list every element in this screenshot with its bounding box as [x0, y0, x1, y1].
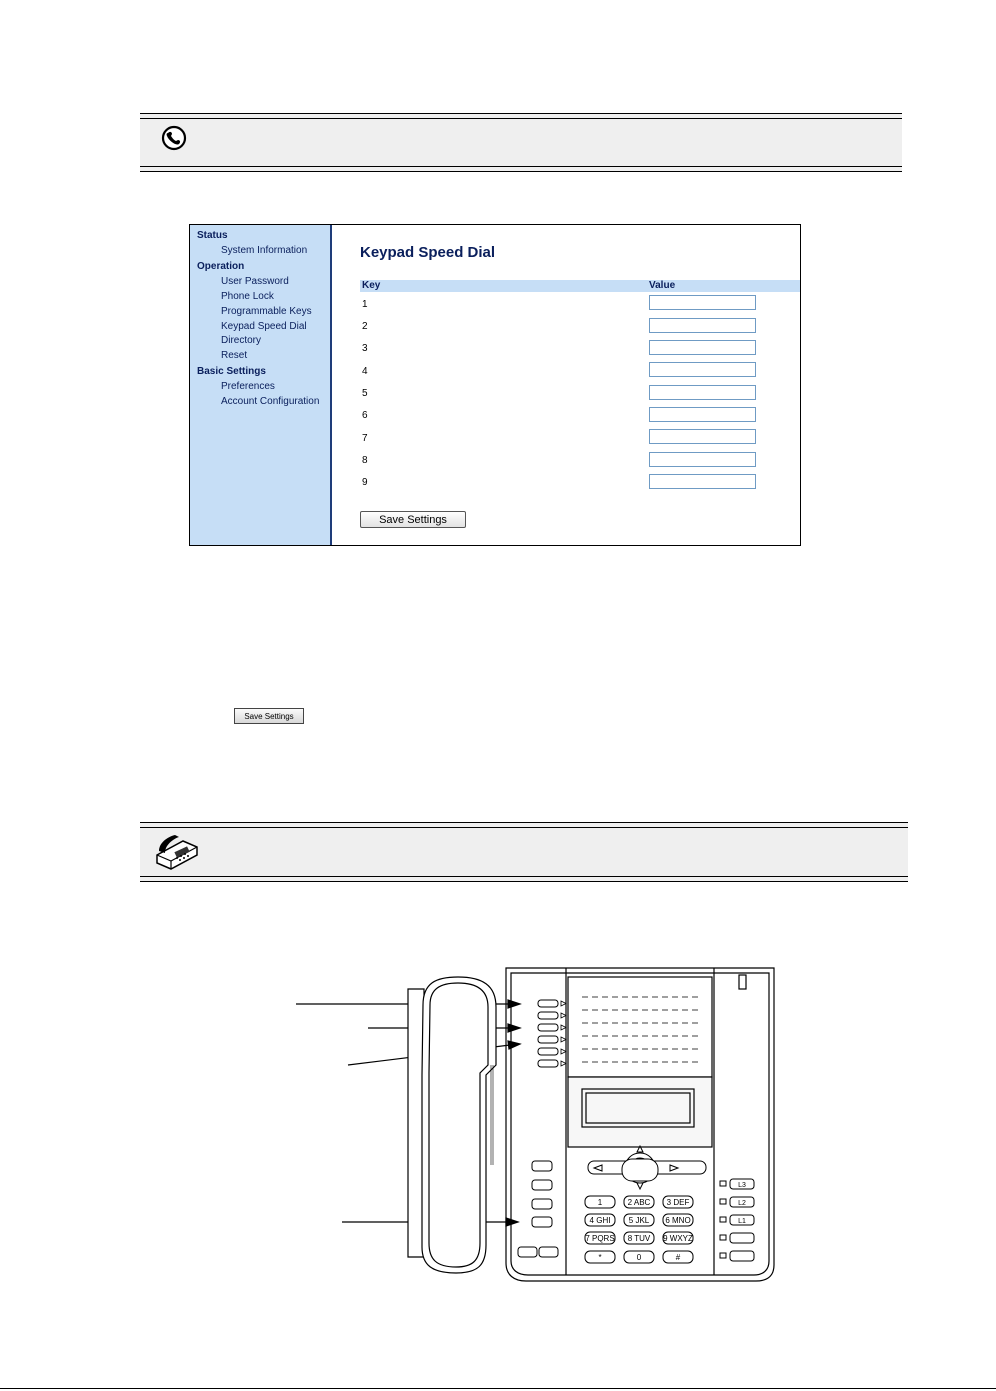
nav-system-information[interactable]: System Information	[221, 245, 308, 256]
key-2-label: 2 ABC	[627, 1198, 651, 1207]
navigation-keys	[588, 1146, 706, 1189]
column-header-key: Key	[362, 280, 381, 291]
key-8-label: 8 TUV	[627, 1234, 651, 1243]
key-9-label: 9 WXYZ	[663, 1234, 693, 1243]
tip-icon	[160, 124, 188, 152]
key-0-label: 0	[636, 1253, 642, 1262]
key-star-label: *	[598, 1253, 602, 1262]
column-header-value: Value	[649, 280, 676, 291]
row-key-1: 1	[362, 299, 368, 310]
feature-keys	[518, 1161, 558, 1257]
key-4-label: 4 GHI	[589, 1216, 611, 1225]
nav-user-password[interactable]: User Password	[221, 276, 289, 287]
row-key-2: 2	[362, 321, 368, 332]
key-6-label: 6 MNO	[665, 1216, 691, 1225]
nav-phone-lock[interactable]: Phone Lock	[221, 291, 274, 302]
key-hash-label: #	[675, 1253, 681, 1262]
note-bar-tip	[140, 113, 902, 172]
row-key-3: 3	[362, 343, 368, 354]
value-input-9[interactable]	[649, 474, 756, 489]
nav-account-configuration[interactable]: Account Configuration	[221, 396, 320, 407]
value-input-4[interactable]	[649, 362, 756, 377]
line-key-labels	[738, 1182, 746, 1225]
nav-keypad-speed-dial[interactable]: Keypad Speed Dial	[221, 321, 307, 332]
phone-ui-icon	[153, 831, 199, 871]
key-leds	[561, 1001, 566, 1066]
nav-status[interactable]: Status	[197, 230, 228, 241]
note-bar-phone-ui	[140, 822, 908, 882]
value-input-8[interactable]	[649, 452, 756, 467]
line-key-l3-label: L3	[738, 1182, 746, 1189]
nav-operation[interactable]: Operation	[197, 261, 245, 272]
nav-preferences[interactable]: Preferences	[221, 381, 275, 392]
phone-illustration	[296, 965, 776, 1285]
handset-grille	[491, 1065, 493, 1165]
key-1-label: 1	[597, 1198, 603, 1207]
save-settings-button[interactable]: Save Settings	[360, 511, 466, 528]
inline-save-settings-button[interactable]: Save Settings	[234, 708, 304, 724]
value-input-1[interactable]	[649, 295, 756, 310]
sidebar-nav	[190, 225, 332, 545]
row-key-4: 4	[362, 366, 368, 377]
web-ui-screenshot	[189, 224, 801, 546]
value-input-5[interactable]	[649, 385, 756, 400]
page-title: Keypad Speed Dial	[360, 244, 496, 261]
nav-basic-settings[interactable]: Basic Settings	[197, 366, 266, 377]
value-input-2[interactable]	[649, 318, 756, 333]
table-header	[360, 280, 800, 292]
key-7-label: 7 PQRS	[585, 1234, 615, 1243]
key-5-label: 5 JKL	[628, 1216, 650, 1225]
key-label-grid	[582, 997, 700, 1062]
handset	[408, 977, 496, 1273]
line-key-l1-label: L1	[738, 1218, 746, 1225]
nav-programmable-keys[interactable]: Programmable Keys	[221, 306, 312, 317]
page-bottom-rule	[0, 1388, 996, 1389]
row-key-6: 6	[362, 410, 368, 421]
key-3-label: 3 DEF	[666, 1198, 690, 1207]
row-key-9: 9	[362, 477, 368, 488]
nav-directory[interactable]: Directory	[221, 335, 262, 346]
programmable-keys	[538, 1000, 558, 1067]
nav-reset[interactable]: Reset	[221, 350, 248, 361]
value-input-3[interactable]	[649, 340, 756, 355]
row-key-5: 5	[362, 388, 368, 399]
row-key-8: 8	[362, 455, 368, 466]
value-input-6[interactable]	[649, 407, 756, 422]
line-keys	[720, 1179, 754, 1261]
line-key-l2-label: L2	[738, 1200, 746, 1207]
row-key-7: 7	[362, 433, 368, 444]
value-input-7[interactable]	[649, 429, 756, 444]
